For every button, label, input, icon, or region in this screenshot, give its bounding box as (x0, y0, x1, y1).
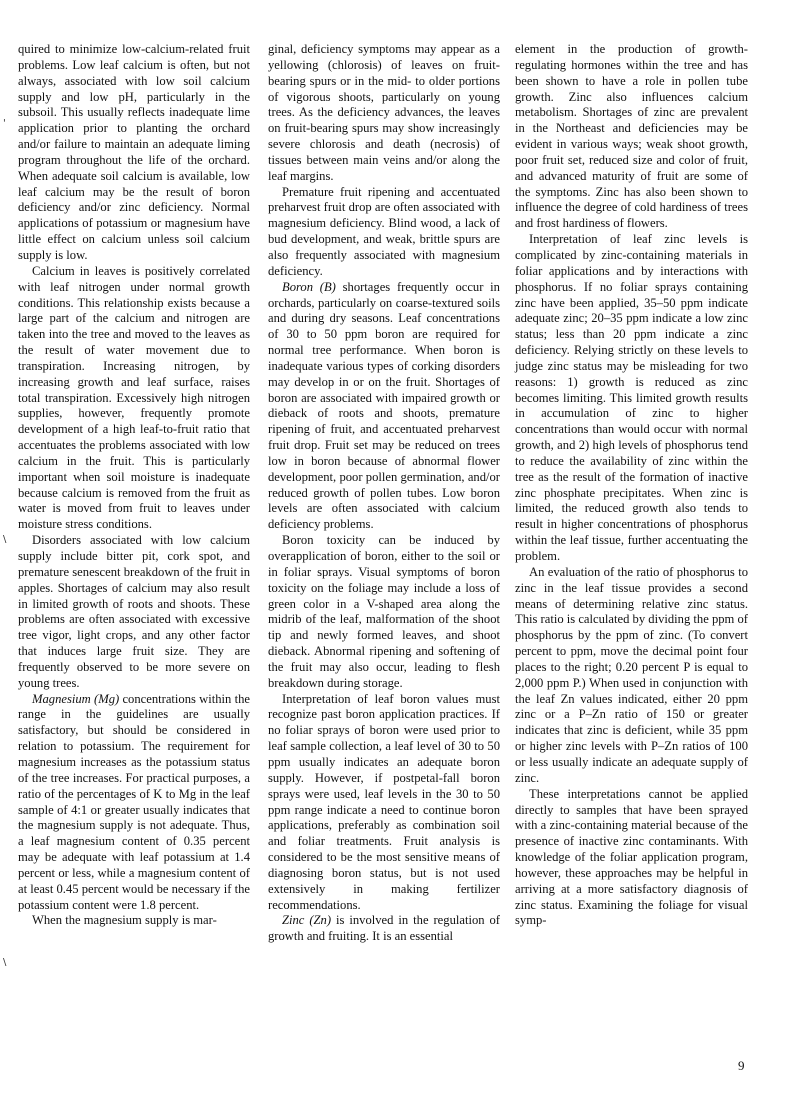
paragraph-text: These interpretations cannot be applied directly to samples that have been sprayed with a zinc-containing material because of the presence of inactive zinc contaminants. With knowledge of the foliar application program, however, these approaches may be helpful in arriving at a more satisfactory diagnosis of zinc status. Examining the foliage for visual symp- (515, 786, 748, 928)
margin-tick-mark: ' (3, 118, 6, 129)
paragraph (268, 692, 500, 914)
paragraph-text: shortages frequently occur in orchards, particularly on coarse-textured soils and during dry seasons. Leaf concentrations of 30 to 50 ppm boron are required for normal tree performance. When boron is inadequate various types of corking disorders may develop in or on the fruit. Shortages of boron are associated with impaired growth or dieback of roots and shoots, premature ripening of fruit, and accentuated preharvest fruit drop. Fruit set may be reduced on trees low in boron because of abnormal flower development, poor pollen germination, and/or reduced growth of pollen tubes. Low boron levels are often associated with calcium deficiency problems. (268, 279, 500, 532)
paragraph (515, 42, 748, 232)
nutrient-term: Magnesium (Mg) (32, 691, 120, 706)
paragraph-text: An evaluation of the ratio of phosphorus to zinc in the leaf tissue provides a second means of determining relative zinc status. This ratio is calculated by dividing the ppm of phosphorus by the ppm of zinc. (To convert percent to ppm, move the decimal point four places to the right; 0.20 percent P is equal to 2,000 ppm P.) When used in conjunction with the leaf Zn values indicated, either 20 ppm zinc or a P–Zn ratio of 150 or greater indicates that zinc is deficient, while 35 ppm or higher zinc levels with P–Zn ratios of 100 or less usually indicate an adequate supply of zinc. (515, 564, 748, 785)
text-column-2 (268, 42, 500, 945)
paragraph-text: Disorders associated with low calcium supply include bitter pit, cork spot, and premature senescent breakdown of the fruit in apples. Shortages of calcium may also result in limited growth of roots and shoots. These problems are often associated with excessive tree vigor, light crops, and any other factor that induces large fruit size. They are frequently observed to be more severe on young trees. (18, 533, 250, 690)
paragraph-text: When the magnesium supply is mar- (32, 913, 217, 928)
paragraph-text: concentrations within the range in the guidelines are usually satisfactory, but should be considered in relation to potassium. The requirement for magnesium increases as the potassium status of the tree increases. For practical purposes, a ratio of the percentages of K to Mg in the leaf sample of 4:1 or greater usually indicates that the magnesium supply is not adequate. Thus, a leaf magnesium content of 0.35 percent may be adequate with leaf potassium at 1.4 percent or less, while a magnesium content of at least 0.45 percent would be necessary if the potassium content were 1.8 percent. (18, 691, 250, 912)
nutrient-term: Boron (B) (282, 279, 336, 294)
margin-tick-mark: \ (3, 534, 7, 545)
paragraph-text: Interpretation of leaf zinc levels is complicated by zinc-containing materials in foliar applications and by interactions with phosphorus. If no foliar sprays containing zinc have been applied, 35–50 ppm indicate adequate zinc; 20–35 ppm indicate a low zinc status; less than 20 ppm indicate a zinc deficiency. Relying strictly on these levels to judge zinc status may be misleading for two reasons: 1) growth is reduced as zinc becomes limiting. This limited growth results in accumulation of zinc to higher concentrations than would occur with normal growth, and 2) high levels of phosphorus tend to reduce the availability of zinc within the tree as the result of the formation of inactive zinc phosphate precipitates. When zinc is limited, the reduced growth also tends to result in higher concentrations of phosphorus within the leaf tissue, further accentuating the problem. (515, 232, 748, 563)
paragraph (18, 692, 250, 914)
text-column-3 (515, 42, 748, 929)
nutrient-term: Zinc (Zn) (282, 913, 332, 928)
paragraph-text: Calcium in leaves is positively correlated with leaf nitrogen under normal growth conditions. This relationship exists because a large part of the calcium and nitrogen are taken into the tree and moved to the leaves as the result of water movement due to transpiration. Increasing nitrogen, by increasing growth and leaf surface, raises total transpiration. Excessively high nitrogen supplies, however, frequently promote development of a high leaf-to-fruit ratio that accentuates the problems associated with low calcium in the fruit. This is particularly important when soil moisture is inadequate because calcium is removed from the fruit as water is moved from fruit to leaves under moisture stress conditions. (18, 263, 250, 532)
page-number: 9 (738, 1058, 745, 1073)
paragraph-text: ginal, deficiency symptoms may appear as a yellowing (chlorosis) of leaves on fruit-bearing spurs or in the mid- to older portions of vigorous shoots, particularly on young trees. As the deficiency advances, the leaves on fruit-bearing spurs may show increasingly severe chlorosis and death (necrosis) of tissues between main veins and/or along the leaf margins. (268, 42, 500, 183)
paragraph-text: Interpretation of leaf boron values must recognize past boron application practices. If no foliar sprays of boron were used prior to leaf sample collection, a leaf level of 30 to 50 ppm usually indicates an adequate boron supply. However, if postpetal-fall boron sprays were used, leaf levels in the 30 to 50 ppm range indicate a need to continue boron applications, preferably as combination soil and foliar treatments. Fruit analysis is considered to be the most sensitive means of diagnosing boron status, but is not used extensively in making fertilizer recommendations. (268, 691, 500, 912)
paragraph (18, 264, 250, 533)
paragraph (18, 42, 250, 264)
paragraph (18, 533, 250, 691)
paragraph (268, 913, 500, 945)
paragraph (515, 232, 748, 565)
paragraph (268, 42, 500, 185)
paragraph-text: Premature fruit ripening and accentuated preharvest fruit drop are often associated with magnesium deficiency. Blind wood, a lack of bud development, and weak, brittle spurs are also frequently associated with magnesium deficiency. (268, 184, 500, 278)
paragraph (515, 565, 748, 787)
margin-tick-mark: \ (3, 957, 7, 968)
text-column-1 (18, 42, 250, 929)
paragraph (268, 185, 500, 280)
paragraph-text: quired to minimize low-calcium-related fruit problems. Low leaf calcium is often, but not always, associated with low soil calcium supply and low pH, particularly in the subsoil. This usually reflects inadequate lime application prior to planting the orchard and/or failure to maintain an adequate liming program throughout the life of the orchard. When adequate soil calcium is available, low leaf calcium may be the result of boron deficiency and/or zinc deficiency. Normal applications of potassium or magnesium have little effect on calcium unless soil calcium supply is low. (18, 42, 250, 262)
paragraph (18, 913, 250, 929)
paragraph-text: element in the production of growth-regulating hormones within the tree and has been shown to have a role in pollen tube growth. Zinc also influences calcium metabolism. Shortages of zinc are prevalent in the Northeast and deficiencies may be evident in various ways; weak shoot growth, poor fruit set, reduced size and color of fruit, and advanced maturity of fruit are some of the symptoms. Zinc has also been shown to influence the degree of cold hardiness of trees and frost hardiness of flowers. (515, 42, 748, 231)
paragraph (268, 533, 500, 691)
paragraph-text: is involved in the regulation of growth and fruiting. It is an essential (268, 913, 501, 944)
paragraph-text: Boron toxicity can be induced by overapplication of boron, either to the soil or in foliar sprays. Visual symptoms of boron toxicity on the foliage may include a loss of green color in a V-shaped area along the midrib of the leaf, malformation of the shoot tip and newly formed leaves, and shoot dieback. Abnormal ripening and softening of the fruit may also occur, leading to flesh breakdown during storage. (268, 533, 500, 690)
paragraph (268, 280, 500, 534)
paragraph (515, 787, 748, 930)
